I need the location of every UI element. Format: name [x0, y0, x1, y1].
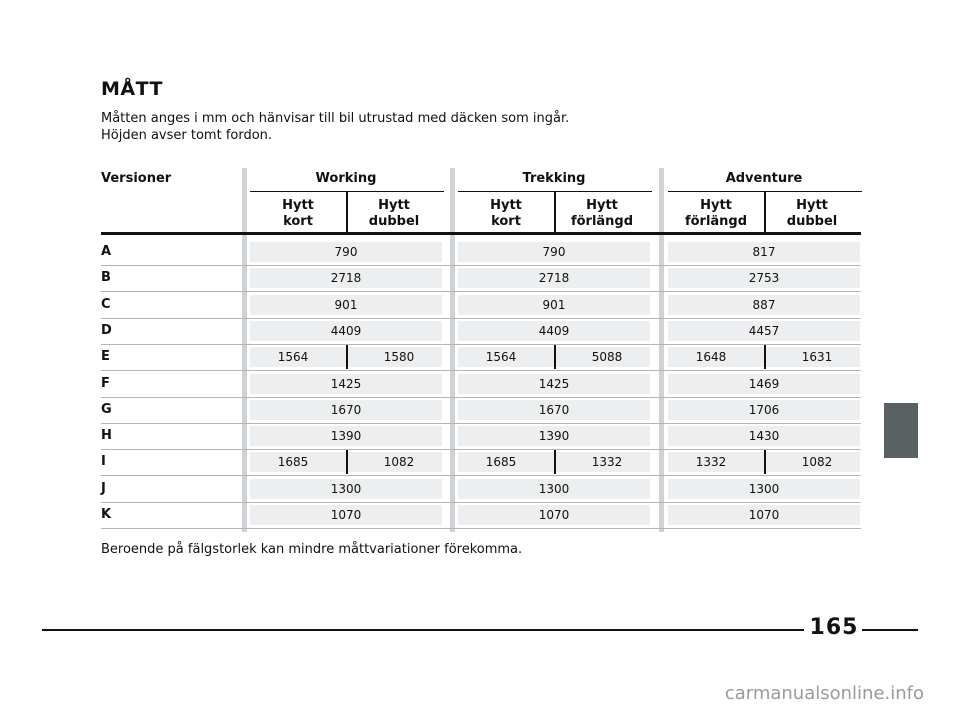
row-label: C: [101, 296, 111, 312]
cell-value-left: 1332: [695, 455, 727, 470]
cell-value: 1300: [538, 481, 570, 496]
sub-header-line-2: kort: [283, 214, 313, 229]
row-label: B: [101, 270, 111, 286]
group-header-trekking: Trekking: [522, 171, 586, 186]
row-label: H: [101, 428, 112, 444]
cell-divider: [764, 345, 766, 369]
cell-value: 2753: [748, 271, 780, 286]
sub-header: [458, 198, 554, 230]
page-rule-right: [862, 629, 918, 631]
row-label: D: [101, 322, 112, 338]
row-rule: [101, 475, 861, 476]
cell-divider: [346, 345, 348, 369]
watermark-text: carmanualsonline.info: [724, 683, 924, 704]
row-rule: [101, 397, 861, 398]
cell-value: 901: [334, 297, 358, 312]
cell-value: 901: [542, 297, 566, 312]
versions-label: Versioner: [101, 171, 172, 186]
cell-value-right: 1580: [383, 350, 415, 365]
sub-header-line-2: förlängd: [684, 214, 748, 229]
column-bar: [659, 168, 664, 532]
sub-header-line-2: dubbel: [368, 214, 420, 229]
row-rule: [101, 502, 861, 503]
cell-divider: [554, 450, 556, 474]
cell-divider: [346, 450, 348, 474]
row-rule: [101, 423, 861, 424]
cell-value-left: 1648: [695, 350, 727, 365]
cell-divider: [764, 450, 766, 474]
cell-value-right: 1082: [383, 455, 415, 470]
column-bar: [242, 168, 247, 532]
cell-value-right: 1082: [801, 455, 833, 470]
sub-header-line-2: förlängd: [570, 214, 634, 229]
cell-value: 1300: [330, 481, 362, 496]
cell-value: 4409: [538, 323, 570, 338]
row-label: F: [101, 375, 110, 391]
row-label: J: [101, 480, 106, 496]
cell-value: 1425: [538, 376, 570, 391]
row-label: A: [101, 244, 112, 259]
cell-value: 1070: [748, 508, 780, 522]
cell-value: 887: [752, 297, 776, 312]
cell-value-left: 1564: [485, 350, 517, 365]
sub-header: [668, 198, 764, 230]
cell-value: 1706: [748, 402, 780, 417]
row-rule: [101, 265, 861, 266]
sub-header-line-2: kort: [491, 214, 521, 229]
cell-value-right: 1631: [801, 350, 833, 365]
cell-value-left: 1685: [485, 455, 517, 470]
row-rule: [101, 370, 861, 371]
cell-value: 790: [334, 245, 358, 259]
page-number: 165: [809, 615, 859, 640]
sub-header-line-1: Hytt: [586, 198, 618, 213]
sub-header-line-1: Hytt: [282, 198, 314, 213]
intro-line-1: Måtten anges i mm och hänvisar till bil utrustad med däcken som ingår.: [101, 111, 570, 126]
cell-value-left: 1564: [277, 350, 309, 365]
cell-value: 790: [542, 245, 566, 259]
sub-header: [250, 198, 346, 230]
row-rule: [101, 449, 861, 450]
intro-line-2: Höjden avser tomt fordon.: [101, 128, 273, 143]
cell-value: 1390: [538, 429, 570, 444]
cell-value: 1300: [748, 481, 780, 496]
cell-value-left: 1685: [277, 455, 309, 470]
cell-value: 2718: [330, 271, 362, 286]
cell-value-right: 5088: [591, 350, 623, 365]
watermark: [0, 683, 960, 709]
row-label: E: [101, 349, 110, 365]
sub-header-line-1: Hytt: [700, 198, 732, 213]
footnote: Beroende på fälgstorlek kan mindre måttvariationer förekomma.: [101, 542, 523, 557]
page-rule-left: [42, 629, 804, 631]
header-rule: [101, 232, 861, 235]
row-label: I: [101, 454, 106, 470]
group-header-adventure: Adventure: [725, 171, 803, 186]
row-rule: [101, 528, 861, 529]
cell-value: 1070: [538, 508, 570, 522]
row-label: G: [101, 401, 112, 417]
sub-header-line-1: Hytt: [490, 198, 522, 213]
cell-divider: [554, 345, 556, 369]
sub-header-line-1: Hytt: [378, 198, 410, 213]
row-rule: [101, 291, 861, 292]
sub-header-divider: [554, 191, 556, 233]
cell-value: 1070: [330, 508, 362, 522]
cell-value: 1430: [748, 429, 780, 444]
sub-header: [554, 198, 650, 230]
sub-header: [764, 198, 860, 230]
cell-value: 4409: [330, 323, 362, 338]
cell-value: 1390: [330, 429, 362, 444]
section-tab: [884, 403, 918, 458]
cell-value: 1469: [748, 376, 780, 391]
cell-value: 2718: [538, 271, 570, 286]
sub-header: [346, 198, 442, 230]
cell-value: 4457: [748, 323, 780, 338]
cell-value-right: 1332: [591, 455, 623, 470]
column-bar: [450, 168, 455, 532]
cell-value: 1670: [330, 402, 362, 417]
cell-value: 817: [752, 245, 776, 259]
sub-header-divider: [346, 191, 348, 233]
row-rule: [101, 318, 861, 319]
sub-header-divider: [764, 191, 766, 233]
sub-header-line-1: Hytt: [796, 198, 828, 213]
page-heading: MÅTT: [101, 78, 163, 100]
sub-header-line-2: dubbel: [786, 214, 838, 229]
row-rule: [101, 344, 861, 345]
cell-value: 1670: [538, 402, 570, 417]
row-label: K: [101, 507, 112, 522]
cell-value: 1425: [330, 376, 362, 391]
group-header-working: Working: [315, 171, 377, 186]
